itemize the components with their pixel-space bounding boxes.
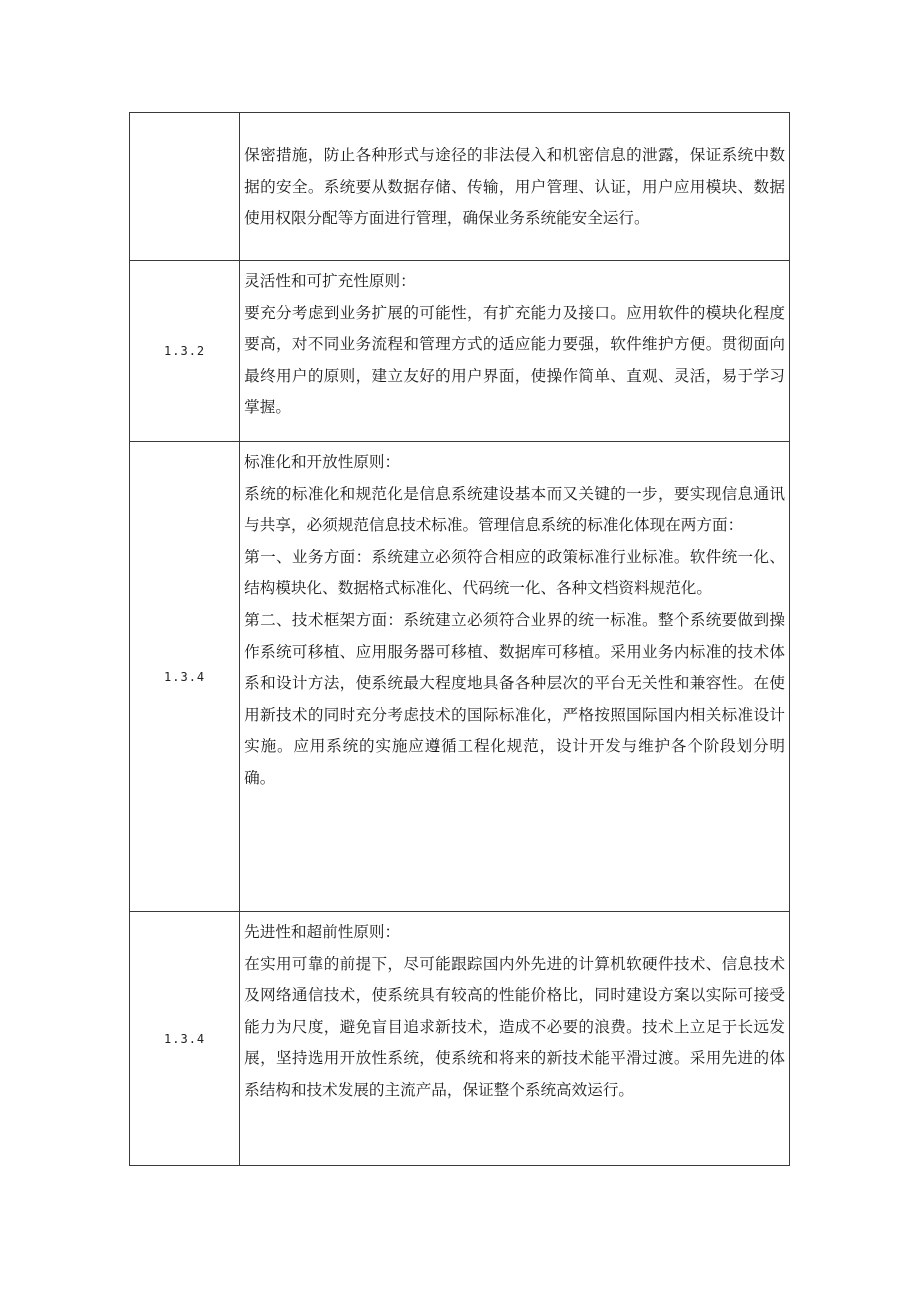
section-content: [240, 442, 790, 912]
content-table: [129, 112, 790, 1166]
paragraph-heading: 标准化和开放性原则：: [244, 453, 401, 471]
table-row: [130, 113, 790, 261]
section-content: [240, 261, 790, 442]
section-number: 1.3.4: [130, 442, 240, 912]
table-row: [130, 261, 790, 442]
paragraph: 保密措施，防止各种形式与途径的非法侵入和机密信息的泄露，保证系统中数据的安全。系统要从数据存储、传输，用户管理、认证，用户应用模块、数据使用权限分配等方面进行管理，确保业务系统能安全运行。: [244, 146, 785, 228]
paragraph: 要充分考虑到业务扩展的可能性，有扩充能力及接口。应用软件的模块化程度要高，对不同业务流程和管理方式的适应能力要强，软件维护方便。贯彻面向最终用户的原则，建立友好的用户界面，使操作简单、直观、灵活，易于学习掌握。: [244, 303, 785, 417]
paragraph: 第二、技术框架方面：系统建立必须符合业界的统一标准。整个系统要做到操作系统可移植、应用服务器可移植、数据库可移植。采用业务内标准的技术体系和设计方法，使系统最大程度地具备各种层次的平台无关性和兼容性。在使用新技术的同时充分考虑技术的国际标准化，严格按照国际国内相关标准设计实施。应用系统的实施应遵循工程化规范，设计开发与维护各个阶段划分明确。: [244, 610, 785, 787]
table-row: [130, 442, 790, 912]
section-number: 1.3.2: [130, 261, 240, 442]
section-number: [130, 113, 240, 261]
paragraph: 系统的标准化和规范化是信息系统建设基本而又关键的一步，要实现信息通讯与共享，必须规范信息技术标准。管理信息系统的标准化体现在两方面：: [244, 484, 785, 535]
section-number: 1.3.4: [130, 912, 240, 1166]
paragraph: 第一、业务方面：系统建立必须符合相应的政策标准行业标准。软件统一化、结构模块化、数据格式标准化、代码统一化、各种文档资料规范化。: [244, 547, 785, 598]
paragraph-heading: 灵活性和可扩充性原则：: [244, 272, 416, 290]
section-content: [240, 113, 790, 261]
section-content: [240, 912, 790, 1166]
paragraph-heading: 先进性和超前性原则：: [244, 923, 401, 941]
paragraph: 在实用可靠的前提下，尽可能跟踪国内外先进的计算机软硬件技术、信息技术及网络通信技术，使系统具有较高的性能价格比，同时建设方案以实际可接受能力为尺度，避免盲目追求新技术，造成不必要的浪费。技术上立足于长远发展，坚持选用开放性系统，使系统和将来的新技术能平滑过渡。采用先进的体系结构和技术发展的主流产品，保证整个系统高效运行。: [244, 954, 785, 1099]
table-row: [130, 912, 790, 1166]
